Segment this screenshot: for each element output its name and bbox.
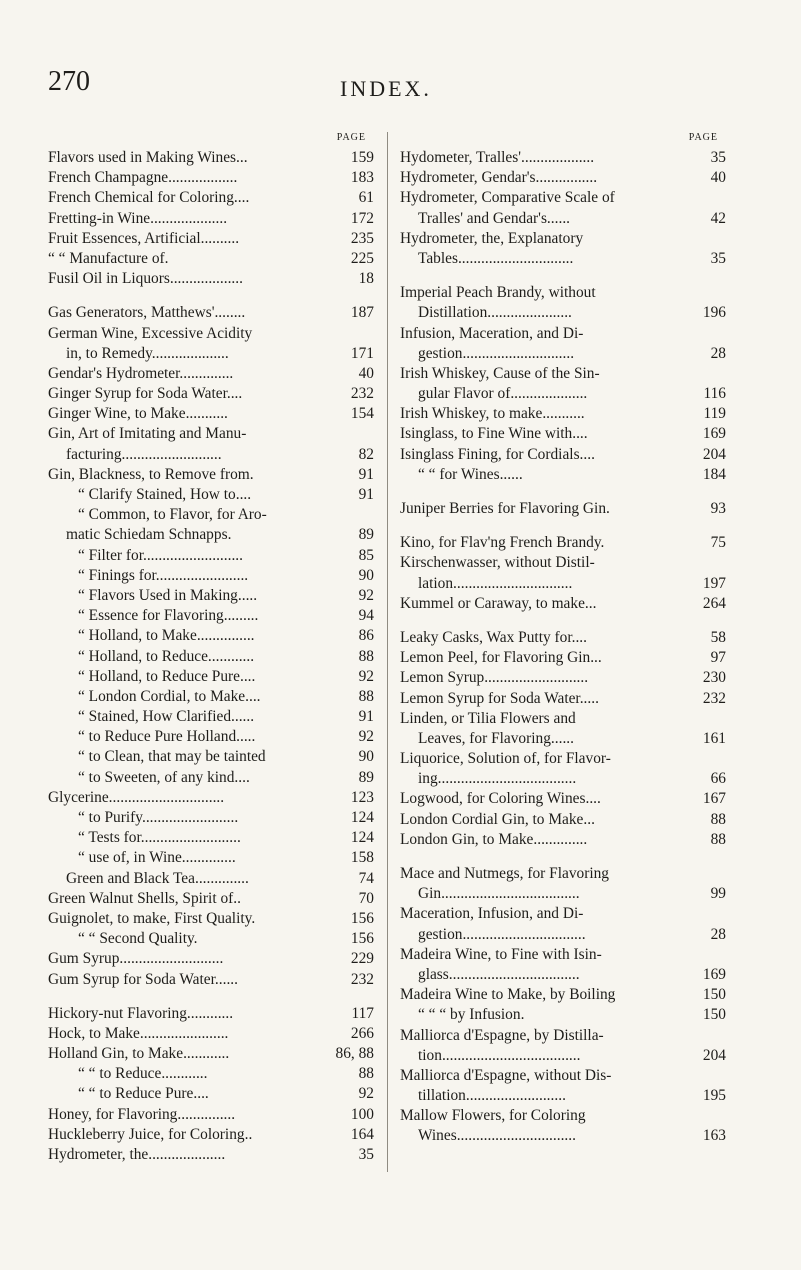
entry-page-number: 156: [348, 929, 374, 949]
index-entry: [400, 864, 726, 884]
entry-page-number: 150: [700, 1005, 726, 1025]
entry-page-number: 91: [356, 707, 374, 727]
entry-text: “ “ Manufacture of.: [48, 249, 169, 267]
index-entry: [400, 668, 726, 688]
entry-page-number: 266: [348, 1024, 374, 1044]
entry-text: Ginger Wine, to Make...........: [48, 405, 228, 423]
entry-text: Hock, to Make.......................: [48, 1024, 229, 1042]
index-entry: [48, 1004, 374, 1024]
entry-text: Malliorca d'Espagne, by Distilla-: [400, 1026, 604, 1044]
entry-text: Linden, or Tilia Flowers and: [400, 709, 576, 727]
index-entry: [400, 188, 726, 208]
entry-page-number: 124: [348, 808, 374, 828]
entry-text: “ Holland, to Make...............: [78, 627, 255, 645]
entry-text: Fretting-in Wine....................: [48, 209, 228, 227]
entry-page-number: 171: [348, 344, 374, 364]
entry-page-number: 161: [700, 729, 726, 749]
entry-text: Madeira Wine to Make, by Boiling: [400, 986, 616, 1004]
index-entry: [400, 1026, 726, 1046]
entry-text: Distillation......................: [418, 304, 572, 322]
entry-text: Green and Black Tea..............: [66, 869, 249, 887]
index-entry: [48, 747, 374, 767]
index-entry: [48, 229, 374, 249]
group-gap: [400, 614, 726, 628]
entry-page-number: 204: [700, 445, 726, 465]
entry-text: “ “ Second Quality.: [78, 930, 198, 948]
entry-text: Wines...............................: [418, 1127, 576, 1145]
entry-text: Infusion, Maceration, and Di-: [400, 324, 584, 342]
entry-page-number: 204: [700, 1046, 726, 1066]
entry-page-number: 88: [356, 1064, 374, 1084]
index-entry: [48, 970, 374, 990]
entry-page-number: 187: [348, 303, 374, 323]
entry-text: French Chemical for Coloring....: [48, 189, 250, 207]
entry-text: Fusil Oil in Liquors...................: [48, 270, 243, 288]
entry-text: Leaves, for Flavoring......: [418, 729, 575, 747]
entry-text: Liquorice, Solution of, for Flavor-: [400, 750, 611, 768]
entry-text: lation...............................: [418, 574, 573, 592]
index-entry: [48, 546, 374, 566]
index-entry: [400, 830, 726, 850]
entry-page-number: 88: [708, 810, 726, 830]
index-entry: [400, 648, 726, 668]
entry-text: Huckleberry Juice, for Coloring..: [48, 1125, 253, 1143]
entry-page-number: 94: [356, 606, 374, 626]
entry-text: Gin....................................: [418, 885, 580, 903]
entry-page-number: 82: [356, 445, 374, 465]
entry-text: Gin, Art of Imitating and Manu-: [48, 425, 247, 443]
entry-text: Leaky Casks, Wax Putty for....: [400, 628, 587, 646]
entry-page-number: 42: [708, 209, 726, 229]
entry-text: Hydrometer, the, Explanatory: [400, 229, 584, 247]
entry-page-number: 100: [348, 1105, 374, 1125]
running-head: INDEX.: [340, 76, 432, 101]
entry-text: “ to Reduce Pure Holland.....: [78, 728, 256, 746]
column-divider: [387, 132, 388, 1172]
entry-text: German Wine, Excessive Acidity: [48, 324, 253, 342]
page-column-label: PAGE: [688, 132, 718, 143]
entry-text: tion....................................: [418, 1046, 581, 1064]
group-gap: [400, 519, 726, 533]
index-entry: [48, 1024, 374, 1044]
index-entry: [400, 904, 726, 924]
entry-text: Maceration, Infusion, and Di-: [400, 905, 584, 923]
index-entry: [400, 769, 726, 789]
index-entry: [48, 269, 374, 289]
index-column-right: [400, 128, 726, 1147]
index-entry: [48, 1105, 374, 1125]
entry-text: matic Schiedam Schnapps.: [66, 526, 232, 544]
index-entry: [400, 789, 726, 809]
index-entry: [400, 810, 726, 830]
entry-text: “ Essence for Flavoring.........: [78, 607, 259, 625]
entry-text: Madeira Wine, to Fine with Isin-: [400, 945, 602, 963]
entry-page-number: 40: [708, 168, 726, 188]
entry-text: Glycerine..............................: [48, 788, 225, 806]
entry-text: ing....................................: [418, 770, 577, 788]
entry-text: Gum Syrup for Soda Water......: [48, 970, 238, 988]
index-entry: [400, 985, 726, 1005]
group-gap: [48, 990, 374, 1004]
index-entry: [400, 749, 726, 769]
index-entry: [400, 1126, 726, 1146]
index-entry: [400, 965, 726, 985]
entry-text: Kino, for Flav'ng French Brandy.: [400, 534, 605, 552]
index-entry: [48, 324, 374, 344]
index-entry: [48, 465, 374, 485]
entry-page-number: 150: [700, 985, 726, 1005]
entry-page-number: 92: [356, 667, 374, 687]
entry-text: Hydometer, Tralles'...................: [400, 149, 595, 166]
entry-page-number: 88: [356, 647, 374, 667]
entry-page-number: 88: [708, 830, 726, 850]
entry-page-number: 172: [348, 209, 374, 229]
index-entry: [48, 667, 374, 687]
index-entry: [48, 828, 374, 848]
entry-text: Lemon Syrup for Soda Water.....: [400, 689, 599, 707]
index-entry: [400, 168, 726, 188]
entry-page-number: 92: [356, 1084, 374, 1104]
entry-page-number: 158: [348, 848, 374, 868]
index-entry: [48, 626, 374, 646]
index-entry: [48, 687, 374, 707]
entry-page-number: 163: [700, 1126, 726, 1146]
entry-text: London Cordial Gin, to Make...: [400, 810, 595, 828]
entry-page-number: 86, 88: [333, 1044, 374, 1064]
index-entry: [400, 404, 726, 424]
index-entry: [48, 909, 374, 929]
index-entry: [48, 707, 374, 727]
index-entry: [400, 1046, 726, 1066]
index-entry: [48, 869, 374, 889]
entry-text: “ Holland, to Reduce Pure....: [78, 667, 256, 685]
entry-text: Irish Whiskey, Cause of the Sin-: [400, 364, 600, 382]
entry-text: Malliorca d'Espagne, without Dis-: [400, 1066, 612, 1084]
entry-text: Irish Whiskey, to make...........: [400, 405, 585, 423]
index-entry: [400, 594, 726, 614]
entry-text: “ Filter for..........................: [78, 546, 244, 564]
entry-text: “ Common, to Flavor, for Aro-: [78, 506, 267, 524]
index-entry: [48, 889, 374, 909]
index-entry: [400, 384, 726, 404]
entry-page-number: 75: [708, 533, 726, 553]
entry-text: “ “ for Wines......: [418, 465, 523, 483]
index-entry: [400, 533, 726, 553]
index-entry: [48, 505, 374, 525]
entry-text: Logwood, for Coloring Wines....: [400, 790, 601, 808]
entry-text: “ Holland, to Reduce............: [78, 647, 255, 665]
entry-page-number: 35: [708, 148, 726, 168]
entry-page-number: 35: [356, 1145, 374, 1165]
index-entry: [48, 768, 374, 788]
entry-text: London Gin, to Make..............: [400, 830, 588, 848]
entry-page-number: 154: [348, 404, 374, 424]
entry-text: Tables..............................: [418, 249, 574, 267]
entry-page-number: 86: [356, 626, 374, 646]
entry-page-number: 183: [348, 168, 374, 188]
entry-text: French Champagne..................: [48, 169, 238, 187]
index-entry: [48, 949, 374, 969]
entry-text: “ “ to Reduce............: [78, 1065, 208, 1083]
entry-page-number: 124: [348, 828, 374, 848]
index-entry: [400, 324, 726, 344]
entry-page-number: 28: [708, 344, 726, 364]
entry-text: Gas Generators, Matthews'........: [48, 304, 246, 322]
entry-page-number: 232: [348, 970, 374, 990]
entry-page-number: 90: [356, 747, 374, 767]
entry-page-number: 91: [356, 465, 374, 485]
index-entry: [48, 1044, 374, 1064]
group-gap: [400, 269, 726, 283]
entry-text: “ Stained, How Clarified......: [78, 708, 255, 726]
index-entry: [400, 249, 726, 269]
entry-page-number: 93: [708, 499, 726, 519]
entry-text: Tralles' and Gendar's......: [418, 209, 571, 227]
entry-text: Kummel or Caraway, to make...: [400, 594, 597, 612]
entry-text: Gum Syrup...........................: [48, 950, 224, 968]
entry-page-number: 264: [700, 594, 726, 614]
entry-text: Flavors used in Making Wines...: [48, 149, 248, 166]
index-entry: [400, 1106, 726, 1126]
index-entry: [48, 188, 374, 208]
entry-text: Imperial Peach Brandy, without: [400, 284, 596, 302]
group-gap: [48, 289, 374, 303]
entry-page-number: 167: [700, 789, 726, 809]
index-entry: [400, 709, 726, 729]
index-entry: [400, 499, 726, 519]
index-entry: [48, 384, 374, 404]
entry-page-number: 35: [708, 249, 726, 269]
entry-page-number: 229: [348, 949, 374, 969]
index-entry: [400, 148, 726, 168]
entry-text: “ Finings for........................: [78, 566, 249, 584]
entry-text: “ to Sweeten, of any kind....: [78, 768, 250, 786]
entry-text: Guignolet, to make, First Quality.: [48, 909, 256, 927]
entry-page-number: 232: [348, 384, 374, 404]
index-entry: [48, 1125, 374, 1145]
entry-page-number: 89: [356, 525, 374, 545]
entry-text: Hydrometer, the....................: [48, 1146, 226, 1163]
entry-text: gestion.............................: [418, 344, 575, 362]
entry-page-number: 58: [708, 628, 726, 648]
entry-text: facturing..........................: [66, 445, 222, 463]
entry-page-number: 97: [708, 648, 726, 668]
entry-page-number: 230: [700, 668, 726, 688]
entry-page-number: 169: [700, 965, 726, 985]
index-entry: [400, 729, 726, 749]
index-entry: [400, 574, 726, 594]
entry-text: Lemon Peel, for Flavoring Gin...: [400, 649, 602, 667]
index-entry: [48, 148, 374, 168]
index-entry: [48, 445, 374, 465]
entry-text: “ London Cordial, to Make....: [78, 687, 261, 705]
group-gap: [400, 850, 726, 864]
entry-text: Fruit Essences, Artificial..........: [48, 229, 240, 247]
index-entry: [400, 1086, 726, 1106]
entry-text: Honey, for Flavoring...............: [48, 1105, 236, 1123]
entry-page-number: 66: [708, 769, 726, 789]
entry-text: Hydrometer, Comparative Scale of: [400, 189, 615, 207]
index-entry: [48, 606, 374, 626]
entry-page-number: 61: [356, 188, 374, 208]
index-entry: [400, 424, 726, 444]
entry-page-number: 40: [356, 364, 374, 384]
index-entry: [48, 647, 374, 667]
entry-text: Juniper Berries for Flavoring Gin.: [400, 500, 610, 517]
index-entry: [48, 404, 374, 424]
entry-text: Isinglass, to Fine Wine with....: [400, 425, 588, 443]
entry-text: Mallow Flowers, for Coloring: [400, 1107, 586, 1125]
entry-text: glass..................................: [418, 965, 580, 983]
index-entry: [400, 1005, 726, 1025]
entry-page-number: 232: [700, 689, 726, 709]
entry-text: gestion................................: [418, 925, 586, 943]
entry-text: Mace and Nutmegs, for Flavoring: [400, 865, 610, 882]
entry-page-number: 156: [348, 909, 374, 929]
entry-page-number: 159: [348, 148, 374, 168]
index-entry: [48, 1064, 374, 1084]
entry-text: Lemon Syrup...........................: [400, 669, 589, 687]
entry-text: “ to Purify.........................: [78, 809, 239, 826]
entry-text: Kirschenwasser, without Distil-: [400, 554, 595, 572]
entry-text: Holland Gin, to Make............: [48, 1045, 230, 1063]
index-entry: [48, 848, 374, 868]
index-entry: [48, 1145, 374, 1165]
entry-page-number: 235: [348, 229, 374, 249]
index-entry: [48, 788, 374, 808]
entry-text: Green Walnut Shells, Spirit of..: [48, 889, 241, 907]
index-entry: [400, 465, 726, 485]
index-entry: [48, 566, 374, 586]
index-entry: [48, 485, 374, 505]
index-entry: [48, 168, 374, 188]
entry-text: Hickory-nut Flavoring............: [48, 1004, 234, 1022]
index-entry: [48, 586, 374, 606]
entry-page-number: 28: [708, 925, 726, 945]
index-entry: [400, 553, 726, 573]
index-entry: [48, 303, 374, 323]
index-entry: [48, 727, 374, 747]
entry-page-number: 184: [700, 465, 726, 485]
index-entry: [48, 364, 374, 384]
index-entry: [400, 344, 726, 364]
entry-text: tillation..........................: [418, 1087, 566, 1105]
entry-page-number: 225: [348, 249, 374, 269]
index-entry: [48, 209, 374, 229]
index-entry: [400, 925, 726, 945]
entry-text: Isinglass Fining, for Cordials....: [400, 445, 595, 463]
entry-text: Ginger Syrup for Soda Water....: [48, 385, 243, 403]
index-entry: [400, 884, 726, 904]
index-entry: [400, 628, 726, 648]
index-entry: [48, 929, 374, 949]
group-gap: [400, 485, 726, 499]
entry-text: gular Flavor of....................: [418, 385, 588, 403]
entry-text: Gin, Blackness, to Remove from.: [48, 465, 254, 483]
entry-text: Hydrometer, Gendar's................: [400, 169, 598, 187]
index-entry: [48, 808, 374, 828]
entry-page-number: 99: [708, 884, 726, 904]
entry-page-number: 18: [356, 269, 374, 289]
entry-text: “ Clarify Stained, How to....: [78, 486, 252, 503]
page-column-label: PAGE: [336, 132, 366, 143]
entry-text: Gendar's Hydrometer..............: [48, 364, 234, 382]
index-entry: [400, 209, 726, 229]
entry-text: “ “ “ by Infusion.: [418, 1006, 525, 1024]
entry-text: “ use of, in Wine..............: [78, 849, 236, 867]
entry-page-number: 116: [700, 384, 726, 404]
index-entry: [48, 424, 374, 444]
index-entry: [400, 283, 726, 303]
index-entry: [400, 303, 726, 323]
entry-page-number: 91: [356, 485, 374, 505]
entry-text: “ Flavors Used in Making.....: [78, 586, 258, 604]
index-entry: [400, 1066, 726, 1086]
entry-text: in, to Remedy....................: [66, 344, 229, 362]
entry-text: “ Tests for..........................: [78, 829, 241, 847]
entry-page-number: 197: [700, 574, 726, 594]
entry-page-number: 123: [348, 788, 374, 808]
entry-page-number: 92: [356, 727, 374, 747]
entry-page-number: 89: [356, 768, 374, 788]
page-number: 270: [48, 66, 90, 97]
index-entry: [400, 364, 726, 384]
entry-page-number: 169: [700, 424, 726, 444]
index-entry: [48, 249, 374, 269]
entry-text: “ to Clean, that may be tainted: [78, 748, 266, 766]
index-column-left: [48, 128, 374, 1165]
index-entry: [400, 689, 726, 709]
entry-text: “ “ to Reduce Pure....: [78, 1085, 209, 1103]
entry-page-number: 74: [356, 869, 374, 889]
entry-page-number: 119: [700, 404, 726, 424]
index-entry: [400, 945, 726, 965]
entry-page-number: 92: [356, 586, 374, 606]
entry-page-number: 85: [356, 546, 374, 566]
index-entry: [48, 525, 374, 545]
index-entry: [400, 445, 726, 465]
entry-page-number: 117: [348, 1004, 374, 1024]
entry-page-number: 195: [700, 1086, 726, 1106]
index-entry: [400, 229, 726, 249]
index-entry: [48, 344, 374, 364]
entry-page-number: 196: [700, 303, 726, 323]
entry-page-number: 90: [356, 566, 374, 586]
entry-page-number: 70: [356, 889, 374, 909]
index-entry: [48, 1084, 374, 1104]
entry-page-number: 164: [348, 1125, 374, 1145]
entry-page-number: 88: [356, 687, 374, 707]
